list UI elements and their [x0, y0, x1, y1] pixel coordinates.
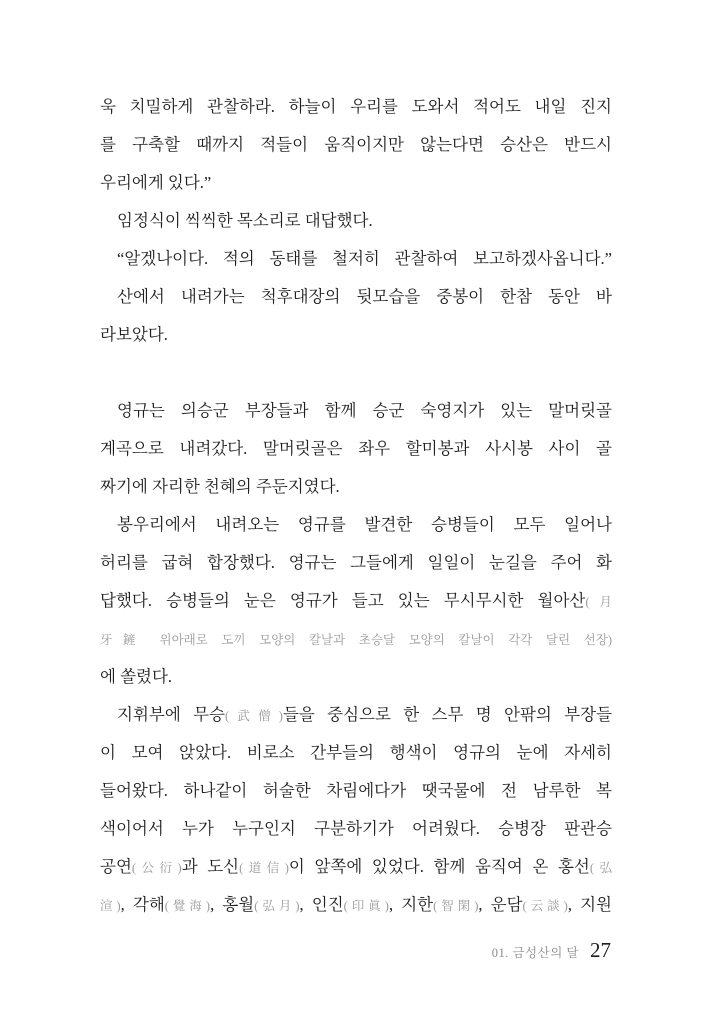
text-segment: , 인진 — [299, 895, 344, 914]
text-segment: 공연 — [100, 857, 132, 876]
text-segment: 봉우리에서 내려오는 영규를 발견한 승병들이 모두 일어나 — [117, 515, 612, 534]
text-line — [100, 430, 612, 468]
text-segment: 에 쏠렸다. — [100, 667, 173, 686]
blank-line — [100, 354, 612, 392]
hanja-annotation: 牙鏟 위아래로 도끼 모양의 칼날과 초승달 모양의 칼날이 각각 달린 선장) — [100, 633, 612, 647]
text-line — [100, 126, 612, 164]
text-segment: 이 모여 앉았다. 비로소 간부들의 행색이 영규의 눈에 자세히 — [100, 743, 612, 762]
text-segment: 임정식이 씩씩한 목소리로 대답했다. — [117, 211, 373, 230]
hanja-annotation: 渲) — [100, 899, 121, 913]
text-segment: 지휘부에 무승 — [117, 705, 225, 724]
hanja-annotation: (弘 — [589, 861, 612, 875]
hanja-annotation: (覺海) — [164, 899, 211, 913]
hanja-annotation: (道信) — [239, 861, 289, 875]
text-segment: 허리를 굽혀 합장했다. 영규는 그들에게 일일이 눈길을 주어 화 — [100, 553, 612, 572]
text-segment: 라보았다. — [100, 325, 168, 344]
text-segment: , 각해 — [120, 895, 165, 914]
text-segment: , 지한 — [388, 895, 434, 914]
text-line — [100, 886, 612, 924]
text-line — [100, 164, 612, 202]
hanja-annotation: (月 — [585, 595, 612, 609]
text-line — [100, 202, 612, 240]
text-line — [100, 810, 612, 848]
text-segment: 계곡으로 내려갔다. 말머릿골은 좌우 할미봉과 사시봉 사이 골 — [100, 439, 612, 458]
text-line — [100, 316, 612, 354]
page-footer — [492, 938, 611, 963]
text-block — [100, 88, 612, 924]
chapter-title: 01. 금성산의 달 — [491, 946, 579, 960]
hanja-annotation: (印眞) — [343, 899, 389, 913]
text-segment: 영규는 의승군 부장들과 함께 승군 숙영지가 있는 말머릿골 — [117, 401, 612, 420]
text-segment: 들어왔다. 하나같이 허술한 차림에다가 땟국물에 전 남루한 복 — [100, 781, 612, 800]
text-segment: 이 앞쪽에 있었다. 함께 움직여 온 홍선 — [288, 857, 590, 876]
text-line — [100, 658, 612, 696]
text-segment: 과 도신 — [181, 857, 240, 876]
page-number: 27 — [590, 938, 611, 962]
text-segment: 욱 치밀하게 관찰하라. 하늘이 우리를 도와서 적어도 내일 진지 — [100, 97, 612, 116]
text-line — [100, 582, 612, 620]
text-segment: , 홍월 — [210, 895, 255, 914]
text-segment: 를 구축할 때까지 적들이 움직이지만 않는다면 승산은 반드시 — [100, 135, 612, 154]
hanja-annotation: (弘月) — [254, 899, 300, 913]
text-segment: 짜기에 자리한 천혜의 주둔지였다. — [100, 477, 340, 496]
text-line — [100, 772, 612, 810]
text-line — [100, 506, 612, 544]
text-segment: , 운담 — [478, 895, 523, 914]
text-segment: 들을 중심으로 한 스무 명 안팎의 부장들 — [282, 705, 612, 724]
text-line — [100, 468, 612, 506]
text-line — [100, 88, 612, 126]
text-segment: , 지원 — [567, 895, 612, 914]
hanja-annotation: (智閑) — [433, 899, 479, 913]
text-line — [100, 278, 612, 316]
text-line — [100, 696, 612, 734]
text-segment: 우리에게 있다.” — [100, 173, 212, 192]
text-segment: “알겠나이다. 적의 동태를 철저히 관찰하여 보고하겠사옵니다.” — [117, 249, 612, 268]
text-line — [100, 544, 612, 582]
hanja-annotation: (公衍) — [131, 861, 182, 875]
text-segment: 산에서 내려가는 척후대장의 뒷모습을 중봉이 한참 동안 바 — [117, 287, 612, 306]
text-line — [100, 734, 612, 772]
text-segment: 색이어서 누가 누구인지 구분하기가 어려웠다. 승병장 판관승 — [100, 819, 612, 838]
text-line — [100, 240, 612, 278]
text-line — [100, 620, 612, 658]
hanja-annotation: (武僧) — [224, 709, 283, 723]
text-line — [100, 848, 612, 886]
text-segment: 답했다. 승병들의 눈은 영규가 들고 있는 무시무시한 월아산 — [100, 591, 586, 610]
hanja-annotation: (云談) — [522, 899, 568, 913]
text-line — [100, 392, 612, 430]
